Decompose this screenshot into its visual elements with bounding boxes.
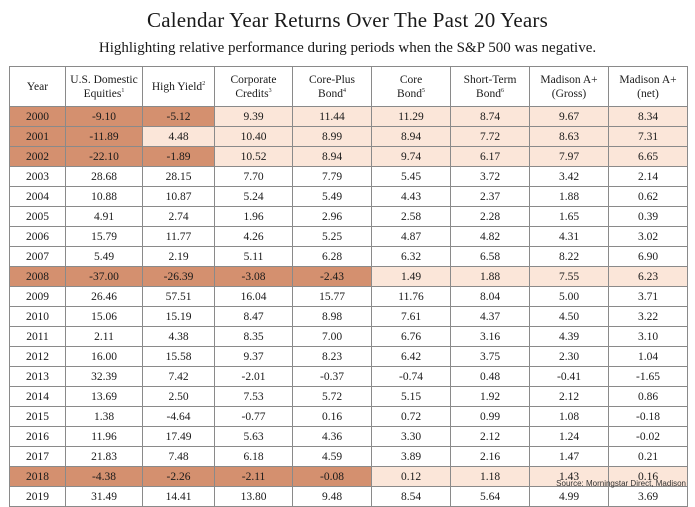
return-cell: 8.74 [451,107,530,127]
return-cell: 6.65 [609,147,688,167]
return-cell: -0.74 [372,367,451,387]
return-cell: 7.72 [451,127,530,147]
return-cell: 7.97 [530,147,609,167]
return-cell: -4.38 [66,467,143,487]
column-header-line1: Madison A+ [540,73,598,86]
table-row [10,427,688,447]
column-header [143,67,215,107]
return-cell: 15.77 [293,287,372,307]
return-cell: 7.79 [293,167,372,187]
return-cell: 3.69 [609,487,688,507]
return-cell: 8.94 [293,147,372,167]
return-cell: 5.63 [215,427,293,447]
return-cell: 2.30 [530,347,609,367]
footnote-marker: 2 [202,80,206,87]
return-cell: -4.64 [143,407,215,427]
table-body [10,107,688,507]
return-cell: -9.10 [66,107,143,127]
return-cell: 4.99 [530,487,609,507]
return-cell: 1.49 [372,267,451,287]
column-header-line1: Corporate [230,73,277,86]
return-cell: 8.35 [215,327,293,347]
return-cell: 6.28 [293,247,372,267]
year-cell: 2006 [10,227,66,247]
year-cell: 2010 [10,307,66,327]
year-cell: 2000 [10,107,66,127]
return-cell: 26.46 [66,287,143,307]
table-row [10,287,688,307]
return-cell: 8.47 [215,307,293,327]
return-cell: 5.00 [530,287,609,307]
return-cell: 0.99 [451,407,530,427]
return-cell: 6.90 [609,247,688,267]
return-cell: 5.15 [372,387,451,407]
return-cell: 0.62 [609,187,688,207]
return-cell: 9.48 [293,487,372,507]
return-cell: 0.39 [609,207,688,227]
return-cell: 2.14 [609,167,688,187]
return-cell: 2.28 [451,207,530,227]
year-cell: 2001 [10,127,66,147]
return-cell: -2.01 [215,367,293,387]
return-cell: 1.92 [451,387,530,407]
return-cell: 10.87 [143,187,215,207]
footnote-marker: 6 [500,87,504,94]
table-row [10,187,688,207]
footnote-marker: 4 [342,87,346,94]
year-cell: 2017 [10,447,66,467]
return-cell: 13.69 [66,387,143,407]
table-row [10,167,688,187]
return-cell: -5.12 [143,107,215,127]
year-cell: 2015 [10,407,66,427]
table-row [10,147,688,167]
return-cell: 1.88 [451,267,530,287]
table-row [10,207,688,227]
return-cell: 4.26 [215,227,293,247]
return-cell: 7.61 [372,307,451,327]
return-cell: 14.41 [143,487,215,507]
return-cell: 3.22 [609,307,688,327]
return-cell: 10.88 [66,187,143,207]
return-cell: 6.58 [451,247,530,267]
return-cell: 0.48 [451,367,530,387]
return-cell: 2.50 [143,387,215,407]
return-cell: -11.89 [66,127,143,147]
year-cell: 2012 [10,347,66,367]
return-cell: 1.47 [530,447,609,467]
column-header-line1: Madison A+ [619,73,677,86]
column-header-line2: (Gross) [551,87,587,100]
year-cell: 2003 [10,167,66,187]
return-cell: 4.87 [372,227,451,247]
footnote-marker: 3 [268,87,272,94]
return-cell: 8.34 [609,107,688,127]
return-cell: 3.10 [609,327,688,347]
return-cell: -2.26 [143,467,215,487]
return-cell: 5.49 [293,187,372,207]
return-cell: 1.96 [215,207,293,227]
return-cell: 5.72 [293,387,372,407]
column-header [609,67,688,107]
return-cell: 1.38 [66,407,143,427]
return-cell: 3.89 [372,447,451,467]
return-cell: 1.65 [530,207,609,227]
column-header-line2: (net) [637,87,659,100]
table-row [10,247,688,267]
return-cell: -2.11 [215,467,293,487]
year-cell: 2018 [10,467,66,487]
return-cell: 1.08 [530,407,609,427]
return-cell: 2.19 [143,247,215,267]
return-cell: 11.77 [143,227,215,247]
year-cell: 2004 [10,187,66,207]
return-cell: 2.11 [66,327,143,347]
returns-table [9,66,688,507]
return-cell: -26.39 [143,267,215,287]
year-cell: 2009 [10,287,66,307]
return-cell: 2.96 [293,207,372,227]
return-cell: 2.58 [372,207,451,227]
table-row [10,447,688,467]
return-cell: 8.23 [293,347,372,367]
column-header-line2: Bond [476,87,501,100]
column-header-line1: Year [26,80,49,93]
return-cell: 0.16 [293,407,372,427]
return-cell: 11.29 [372,107,451,127]
return-cell: 15.06 [66,307,143,327]
column-header-line1: High Yield [151,80,203,93]
year-cell: 2002 [10,147,66,167]
return-cell: 10.40 [215,127,293,147]
return-cell: 31.49 [66,487,143,507]
return-cell: 4.37 [451,307,530,327]
return-cell: 2.16 [451,447,530,467]
return-cell: 4.50 [530,307,609,327]
column-header [372,67,451,107]
return-cell: 9.37 [215,347,293,367]
return-cell: 57.51 [143,287,215,307]
return-cell: 0.72 [372,407,451,427]
column-header [215,67,293,107]
return-cell: 4.48 [143,127,215,147]
column-header [451,67,530,107]
return-cell: 9.67 [530,107,609,127]
return-cell: 3.02 [609,227,688,247]
column-header [66,67,143,107]
return-cell: 0.16 [609,467,688,487]
return-cell: 7.31 [609,127,688,147]
return-cell: 2.12 [451,427,530,447]
return-cell: 15.58 [143,347,215,367]
return-cell: 8.94 [372,127,451,147]
return-cell: 6.17 [451,147,530,167]
return-cell: 8.04 [451,287,530,307]
column-header-line2: Equities [83,87,122,100]
return-cell: 15.79 [66,227,143,247]
return-cell: 1.43 [530,467,609,487]
return-cell: 10.52 [215,147,293,167]
return-cell: 4.39 [530,327,609,347]
column-header-line2: Bond [318,87,343,100]
return-cell: 4.31 [530,227,609,247]
return-cell: 2.12 [530,387,609,407]
return-cell: 17.49 [143,427,215,447]
return-cell: 0.12 [372,467,451,487]
return-cell: 13.80 [215,487,293,507]
return-cell: 4.59 [293,447,372,467]
return-cell: 9.74 [372,147,451,167]
return-cell: 16.00 [66,347,143,367]
return-cell: 32.39 [66,367,143,387]
return-cell: 7.48 [143,447,215,467]
table-row [10,227,688,247]
table-row [10,487,688,507]
column-header-line2: Bond [397,87,422,100]
return-cell: 6.23 [609,267,688,287]
return-cell: 1.04 [609,347,688,367]
return-cell: 8.98 [293,307,372,327]
return-cell: -3.08 [215,267,293,287]
footnote-marker: 5 [421,87,425,94]
footnote-marker: 1 [121,87,125,94]
return-cell: 3.30 [372,427,451,447]
return-cell: 5.45 [372,167,451,187]
return-cell: -0.77 [215,407,293,427]
return-cell: -22.10 [66,147,143,167]
return-cell: -37.00 [66,267,143,287]
column-header [293,67,372,107]
return-cell: -0.18 [609,407,688,427]
return-cell: 11.76 [372,287,451,307]
column-header-line2: Credits [235,87,269,100]
return-cell: 11.44 [293,107,372,127]
return-cell: 3.16 [451,327,530,347]
page-title: Calendar Year Returns Over The Past 20 Years [147,8,548,32]
year-cell: 2007 [10,247,66,267]
return-cell: 6.32 [372,247,451,267]
return-cell: 3.72 [451,167,530,187]
year-cell: 2013 [10,367,66,387]
table-row [10,347,688,367]
year-cell: 2016 [10,427,66,447]
return-cell: 3.42 [530,167,609,187]
column-header-line1: U.S. Domestic [70,73,138,86]
return-cell: 8.22 [530,247,609,267]
return-cell: 5.64 [451,487,530,507]
column-header-line1: Core [399,73,423,86]
return-cell: -1.65 [609,367,688,387]
return-cell: 6.42 [372,347,451,367]
table-row [10,407,688,427]
year-cell: 2011 [10,327,66,347]
return-cell: -0.37 [293,367,372,387]
return-cell: 3.71 [609,287,688,307]
return-cell: 5.11 [215,247,293,267]
return-cell: 5.25 [293,227,372,247]
return-cell: 2.74 [143,207,215,227]
year-cell: 2014 [10,387,66,407]
return-cell: 4.43 [372,187,451,207]
return-cell: 8.63 [530,127,609,147]
column-header-line1: Short-Term [463,73,517,86]
table-row [10,327,688,347]
return-cell: 9.39 [215,107,293,127]
return-cell: 11.96 [66,427,143,447]
return-cell: 6.18 [215,447,293,467]
return-cell: 7.53 [215,387,293,407]
return-cell: 28.15 [143,167,215,187]
return-cell: 2.37 [451,187,530,207]
table-row [10,127,688,147]
return-cell: 4.36 [293,427,372,447]
year-cell: 2008 [10,267,66,287]
return-cell: 6.76 [372,327,451,347]
return-cell: -1.89 [143,147,215,167]
source-note: Source: Morningstar Direct, Madison [556,479,686,488]
return-cell: 1.88 [530,187,609,207]
return-cell: 7.70 [215,167,293,187]
return-cell: -0.02 [609,427,688,447]
return-cell: 15.19 [143,307,215,327]
column-header [10,67,66,107]
return-cell: 1.18 [451,467,530,487]
return-cell: 1.24 [530,427,609,447]
table-row [10,367,688,387]
table-row [10,267,688,287]
return-cell: 7.00 [293,327,372,347]
return-cell: 8.99 [293,127,372,147]
return-cell: -0.41 [530,367,609,387]
return-cell: -0.08 [293,467,372,487]
page-subtitle: Highlighting relative performance during periods when the S&P 500 was negative. [98,40,597,56]
return-cell: 3.75 [451,347,530,367]
return-cell: 21.83 [66,447,143,467]
table-row [10,107,688,127]
column-header-line1: Core-Plus [309,73,355,86]
table-header-row [10,67,688,107]
return-cell: 28.68 [66,167,143,187]
return-cell: 5.49 [66,247,143,267]
table-row [10,307,688,327]
return-cell: 16.04 [215,287,293,307]
return-cell: 7.42 [143,367,215,387]
return-cell: 8.54 [372,487,451,507]
return-cell: 0.86 [609,387,688,407]
return-cell: -2.43 [293,267,372,287]
return-cell: 4.38 [143,327,215,347]
return-cell: 5.24 [215,187,293,207]
year-cell: 2005 [10,207,66,227]
return-cell: 4.82 [451,227,530,247]
return-cell: 4.91 [66,207,143,227]
table-row [10,387,688,407]
return-cell: 7.55 [530,267,609,287]
year-cell: 2019 [10,487,66,507]
column-header [530,67,609,107]
return-cell: 0.21 [609,447,688,467]
